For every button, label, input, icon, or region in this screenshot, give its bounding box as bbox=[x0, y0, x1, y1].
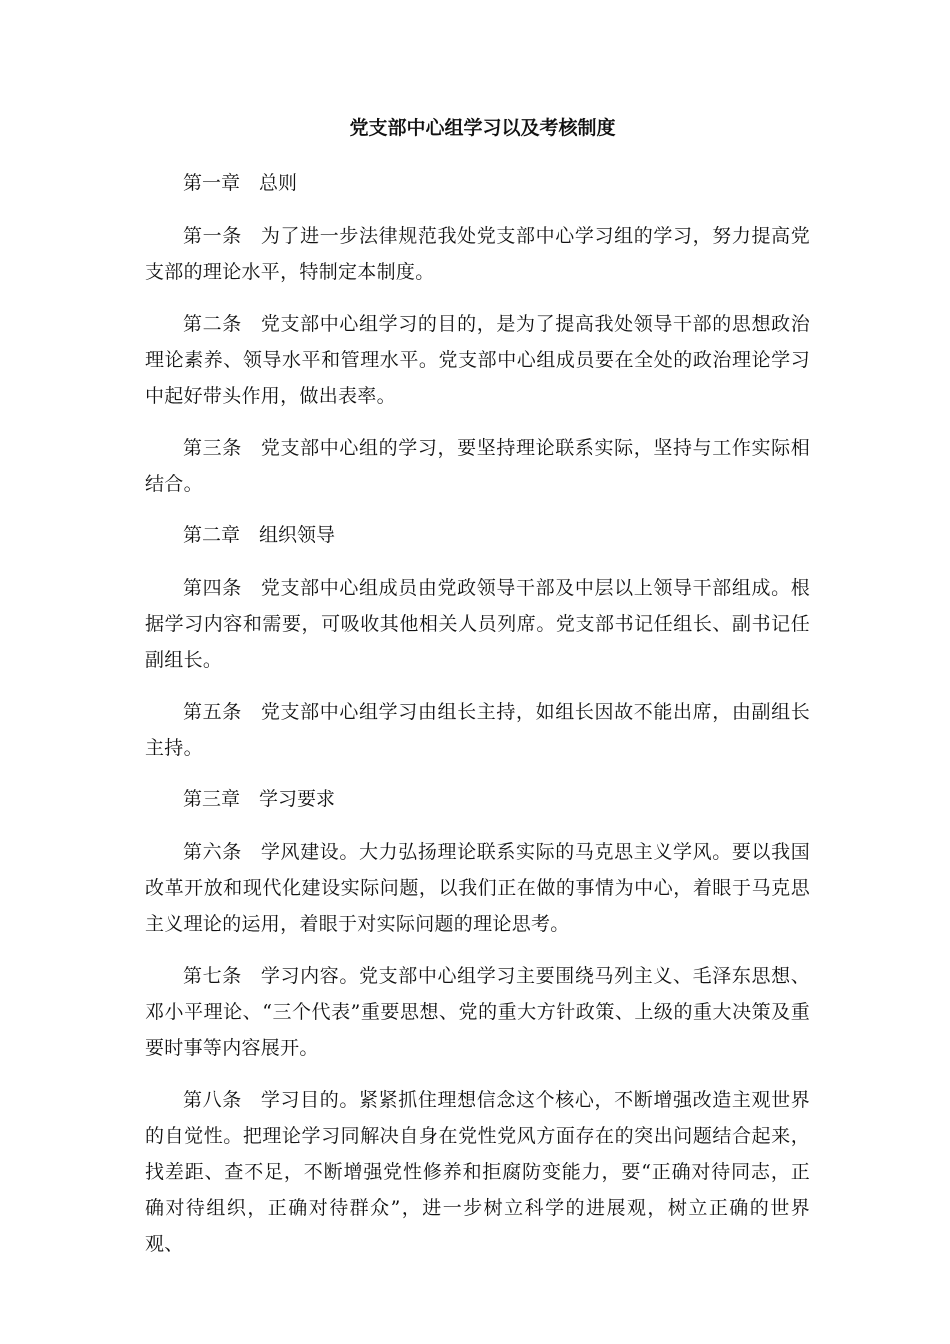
article-label: 第二条 bbox=[183, 313, 242, 335]
article-2 bbox=[145, 306, 810, 414]
article-label: 第七条 bbox=[183, 965, 242, 987]
article-label: 第一条 bbox=[183, 225, 242, 247]
article-label: 第八条 bbox=[183, 1089, 242, 1111]
article-1 bbox=[145, 218, 810, 290]
article-3 bbox=[145, 430, 810, 502]
chapter-title: 学习要求 bbox=[259, 788, 336, 810]
article-text: 党支部中心组的学习，要坚持理论联系实际，坚持与工作实际相结合。 bbox=[145, 437, 810, 495]
article-text: 学风建设。大力弘扬理论联系实际的马克思主义学风。要以我国改革开放和现代化建设实际问题，以我们正在做的事情为中心，着眼于马克思主义理论的运用，着眼于对实际问题的理论思考。 bbox=[145, 841, 810, 935]
article-text: 学习目的。紧紧抓住理想信念这个核心，不断增强改造主观世界的自觉性。把理论学习同解决自身在党性党风方面存在的突出问题结合起来，找差距、查不足，不断增强党性修养和拒腐防变能力，要“正确对待同志，正确对待组织，正确对待群众”，进一步树立科学的进展观，树立正确的世界观、 bbox=[145, 1089, 810, 1255]
article-8 bbox=[145, 1082, 810, 1262]
article-6 bbox=[145, 834, 810, 942]
article-text: 学习内容。党支部中心组学习主要围绕马列主义、毛泽东思想、邓小平理论、“三个代表”重要思想、党的重大方针政策、上级的重大决策及重要时事等内容展开。 bbox=[145, 965, 810, 1059]
article-4 bbox=[145, 570, 810, 678]
chapter-heading-3 bbox=[145, 782, 810, 816]
article-label: 第五条 bbox=[183, 701, 242, 723]
chapter-label: 第一章 bbox=[183, 172, 241, 194]
document-page bbox=[145, 112, 810, 1278]
article-label: 第四条 bbox=[183, 577, 242, 599]
article-5 bbox=[145, 694, 810, 766]
article-text: 党支部中心组学习由组长主持，如组长因故不能出席，由副组长主持。 bbox=[145, 701, 810, 759]
article-text: 党支部中心组成员由党政领导干部及中层以上领导干部组成。根据学习内容和需要，可吸收其他相关人员列席。党支部书记任组长、副书记任副组长。 bbox=[145, 577, 810, 671]
chapter-title: 组织领导 bbox=[259, 524, 336, 546]
chapter-title: 总则 bbox=[259, 172, 298, 194]
article-7 bbox=[145, 958, 810, 1066]
chapter-heading-2 bbox=[145, 518, 810, 552]
chapter-heading-1 bbox=[145, 166, 810, 200]
document-title: 党支部中心组学习以及考核制度 bbox=[349, 117, 616, 139]
chapter-label: 第三章 bbox=[183, 788, 241, 810]
article-text: 为了进一步法律规范我处党支部中心学习组的学习，努力提高党支部的理论水平，特制定本制度。 bbox=[145, 225, 810, 283]
chapter-label: 第二章 bbox=[183, 524, 241, 546]
article-text: 党支部中心组学习的目的，是为了提高我处领导干部的思想政治理论素养、领导水平和管理水平。党支部中心组成员要在全处的政治理论学习中起好带头作用，做出表率。 bbox=[145, 313, 810, 407]
article-label: 第六条 bbox=[183, 841, 242, 863]
article-label: 第三条 bbox=[183, 437, 242, 459]
